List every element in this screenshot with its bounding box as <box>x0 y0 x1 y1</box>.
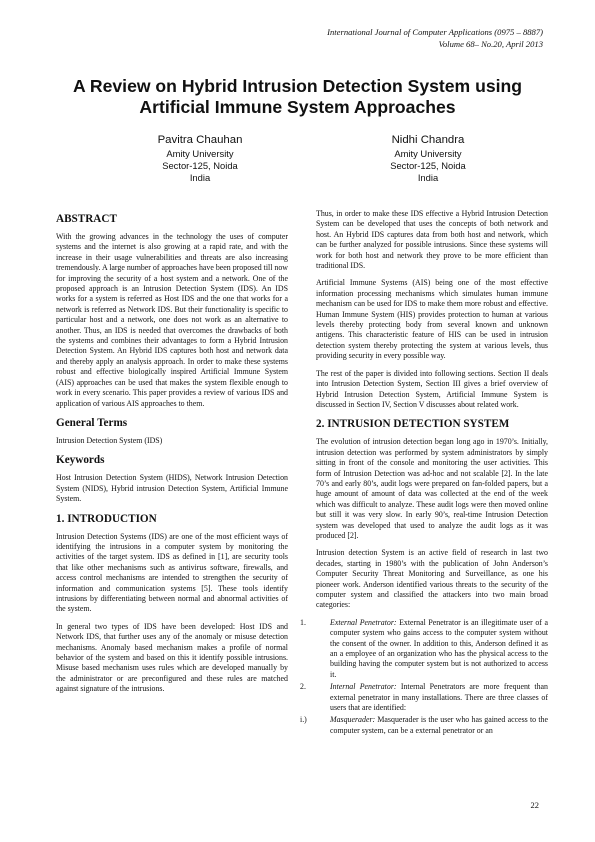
keywords-text: Host Intrusion Detection System (HIDS), Network Intrusion Detection System (NIDS), Hybrid intrusion Detection System, Artificial Immune System. <box>56 473 288 504</box>
author-address: Sector-125, Noida <box>162 159 238 171</box>
author-country: India <box>417 171 439 183</box>
page-number: 22 <box>530 800 539 810</box>
introduction-paragraph-2: In general two types of IDS have been developed: Host IDS and Network IDS, that further uses any of the anomaly or misuse detection mechanisms. Anomaly based mechanism makes a profile of normal behavior of the system and based on this it identify possible intrusions. Misuse based mechanism uses rules which are developed manually by the administrator or are preconfigured and these rules are matched against signature of the intrusions. <box>56 621 288 694</box>
author-name: Pavitra Chauhan <box>157 134 243 146</box>
list-item <box>300 715 548 736</box>
introduction-heading: 1. INTRODUCTION <box>56 512 157 525</box>
author-block-1 <box>100 133 300 183</box>
author-country: India <box>189 171 211 183</box>
list-item <box>300 617 548 680</box>
list-term: External Penetrator: <box>330 617 397 627</box>
list-marker: i.) <box>300 715 307 725</box>
introduction-paragraph-3: Thus, in order to make these IDS effective a Hybrid Intrusion Detection System can be developed that uses the concepts of both network and host. An Hybrid IDS captures data from both host and network, which can be further analyzed for possible intrusions. Since these systems will work for both host and network they prove to be more efficient than traditional IDS. <box>316 209 548 271</box>
general-terms-heading: General Terms <box>56 416 128 429</box>
keywords-heading: Keywords <box>56 454 105 467</box>
left-column <box>56 210 288 702</box>
section-2-paragraph-1: The evolution of intrusion detection began long ago in 1970’s. Initially, intrusion detection was performed by system administrators by simply sitting in front of the console and monitoring the user activities. This form of Intrusion Detection was ad-hoc and not scalable [2]. In the late 70’s and early 80’s, audit logs were prepared on fan-folded papers, but a huge amount of amount of data was collected at the end of the week which was difficult to analyze. These audit logs were then moved online but still it was very slow. In early 90’s, real-time Intrusion Detection system was developed that used to analyze the audit logs as it was produced [2]. <box>316 437 548 540</box>
list-term: Internal Penetrator: <box>330 682 397 692</box>
introduction-paragraph-5: The rest of the paper is divided into following sections. Section II deals into Intrusion Detection System, Section III gives a brief overview of Hybrid Intrusion Detection System, Artificial Immune System is discussed in Section IV, Section V discusses about related work. <box>316 368 548 409</box>
author-affiliation: Amity University <box>166 148 234 159</box>
list-marker: 2. <box>300 682 306 692</box>
introduction-paragraph-4: Artificial Immune Systems (AIS) being one of the most effective information processing mechanisms which simulates human immune mechanism can be used for IDS to make them more robust and effective. Human Immune System (HIS) provides protection to human at various levels thereby protecting body from several known and unknown antigens. This characteristic feature of HIS can be used in intrusion detection system thereby protecting the system at various levels, thus providing security in every possible way. <box>316 278 548 361</box>
abstract-heading: ABSTRACT <box>56 213 117 225</box>
journal-header <box>327 26 543 50</box>
list-item <box>300 682 548 713</box>
section-2-paragraph-2: Intrusion detection System is an active field of research in last two decades, starting in 1980’s with the publication of John Anderson’s Computer Security Threat Monitoring and Surveillance, as one his pioneer work. Anderson identified various threats to the security of the computer system and classified the attackers into two main broad categories: <box>316 548 548 610</box>
author-name: Nidhi Chandra <box>391 134 465 146</box>
introduction-paragraph-1: Intrusion Detection Systems (IDS) are one of the most efficient ways of identifying the intrusions in a computer system by monitoring the activities of the target system. IDS as defined in [1], are security tools that like other mechanisms such as antivirus software, firewalls, and access control mechanisms are intended to strengthen the security of information and communication systems [5]. These tools identify intrusions by differentiating between normal and abnormal activities of the system. <box>56 531 288 614</box>
journal-volume: Volume 68– No.20, April 2013 <box>438 39 543 49</box>
section-2-heading: 2. INTRUSION DETECTION SYSTEM <box>316 418 510 431</box>
journal-name: International Journal of Computer Applications (0975 – 8887) <box>327 27 543 37</box>
abstract-text: With the growing advances in the technology the uses of computer systems and the internet is also growing at a rapid rate, and with the increase in their usage vulnerabilities and threats are also increasing tremendously. A large number of approaches have been proposed till now for improving the security of a host system and a network. One of the proposed approach is an Intrusion Detection System (IDS). An IDS works for a system is referred as Host IDS and the one that works for a network is referred as Network IDS. But their functionality is specific to particular host and a network, one does not work as an alternative to another. Thus, an IDS is needed that overcomes the drawbacks of both the systems and combines their advantages to form a Hybrid Intrusion Detection System. An Hybrid IDS captures both host and network data and thereby apply an analysis approach. In order to make these systems robust and effective biologically inspired Artificial Immune System (AIS) approaches can be used that makes the system flexible enough to work in every scenario. This paper provides a review of various IDS and application of various AIS approaches to them. <box>56 232 288 408</box>
right-column <box>300 209 548 738</box>
general-terms-text: Intrusion Detection System (IDS) <box>56 435 163 445</box>
list-marker: 1. <box>300 617 306 627</box>
author-address: Sector-125, Noida <box>390 159 466 171</box>
list-text: Internal Penetrators are more frequent than external penetrator in many installations. There are three classes of users that are identified: <box>330 682 548 713</box>
list-text: External Penetrator is an illegitimate user of a computer system who gains access to the computer system without the consent of the owner. In addition to this, Anderson defined it as an a employee of an organization who has the physical access to the building having the computer system but is not authorized to access it. <box>330 617 548 679</box>
paper-title: A Review on Hybrid Intrusion Detection System using Artificial Immune System Approaches <box>72 76 523 117</box>
list-term: Masquerader: <box>330 715 376 725</box>
author-affiliation: Amity University <box>394 148 462 159</box>
author-block-2 <box>328 133 528 183</box>
list-text: Masquerader is the user who has gained access to the computer system, can be a external penetrator or an <box>330 715 548 735</box>
attacker-list <box>300 617 548 736</box>
